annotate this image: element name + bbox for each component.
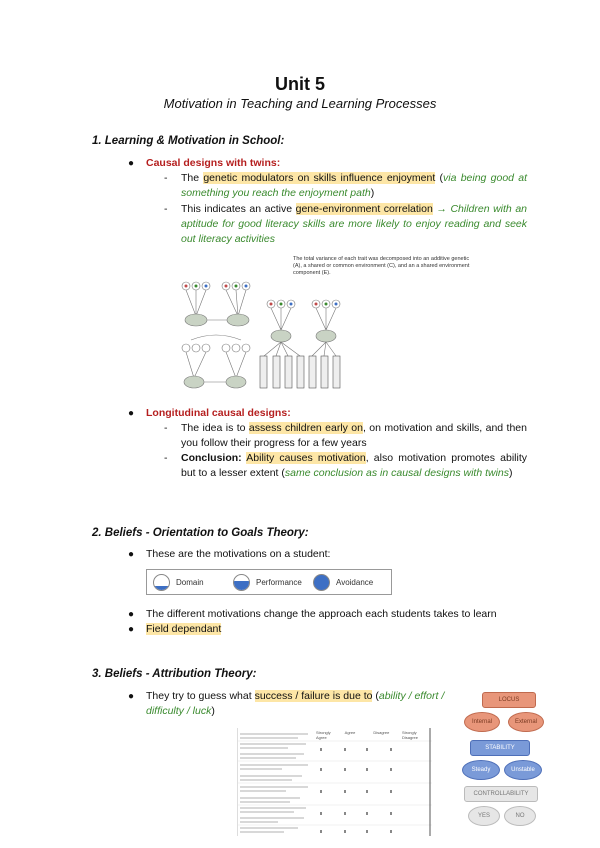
bullet-dot: ● bbox=[128, 158, 135, 169]
twin-design-figure bbox=[176, 256, 476, 392]
section1-heading: 1. Learning & Motivation in School: bbox=[92, 135, 285, 147]
unstable-oval: Unstable bbox=[504, 760, 542, 780]
steady-oval: Steady bbox=[462, 760, 500, 780]
figure-caption: The total variance of each trait was decomposed into an additive genetic (A), a shared or common environment (C), and an a shared environment component (E). bbox=[293, 256, 470, 276]
goal-orientation-legend bbox=[146, 569, 392, 595]
dash: - bbox=[164, 452, 168, 464]
filled-circle-icon bbox=[313, 574, 330, 591]
twins-sub1: The genetic modulators on skills influence enjoyment (via being good at something you reach the enjoyment path) bbox=[181, 172, 527, 199]
legend-domain: Domain bbox=[153, 574, 204, 591]
legend-performance: Performance bbox=[233, 574, 302, 591]
longitudinal-sub1: The idea is to assess children early on, on motivation and skills, and then you follow their progress for a few years bbox=[181, 422, 527, 449]
bullet-dot: ● bbox=[128, 691, 135, 702]
bullet-dot: ● bbox=[128, 624, 135, 635]
bullet-dot: ● bbox=[128, 549, 135, 560]
locus-box: LOCUS bbox=[482, 692, 536, 708]
dash: - bbox=[164, 172, 168, 184]
section2-heading: 2. Beliefs - Orientation to Goals Theory: bbox=[92, 527, 309, 539]
longitudinal-sub2: Conclusion: Ability causes motivation, also motivation promotes ability but to a lesser extent (same conclusion as in causal designs with twins) bbox=[181, 452, 527, 479]
attribution-questionnaire-table bbox=[237, 728, 432, 836]
page-subtitle: Motivation in Teaching and Learning Processes bbox=[163, 96, 437, 111]
bullet-dot: ● bbox=[128, 609, 135, 620]
table-header: Strongly Agree Agree Disagree Strongly Disagree bbox=[316, 730, 418, 740]
goals-bullet1: These are the motivations on a student: bbox=[146, 548, 331, 560]
external-oval: External bbox=[508, 712, 544, 732]
yes-oval: YES bbox=[468, 806, 500, 826]
attribution-bullet1: They try to guess what success / failure is due to (ability / effort / difficulty / luck) bbox=[146, 690, 445, 717]
goals-bullet3: Field dependant bbox=[146, 623, 222, 635]
page-title: Unit 5 bbox=[274, 74, 325, 94]
table-body bbox=[238, 728, 432, 836]
half-filled-circle-icon bbox=[153, 574, 170, 591]
longitudinal-label: Longitudinal causal designs bbox=[146, 407, 288, 419]
attribution-dimensions-diagram bbox=[458, 690, 562, 830]
internal-oval: Internal bbox=[464, 712, 500, 732]
half-filled-circle-icon bbox=[233, 574, 250, 591]
causal-twins-label: Causal designs with twins bbox=[146, 157, 277, 169]
no-oval: NO bbox=[504, 806, 536, 826]
section3-heading: 3. Beliefs - Attribution Theory: bbox=[92, 668, 257, 680]
goals-bullet2: The different motivations change the approach each students takes to learn bbox=[146, 608, 497, 620]
twins-sub2: This indicates an active gene-environment correlation → Children with an aptitude for good literacy skills are more likely to enjoy reading and seek out literacy activities bbox=[181, 203, 527, 245]
controllability-box: CONTROLLABILITY bbox=[464, 786, 538, 802]
path-diagram bbox=[176, 256, 476, 392]
legend-avoidance: Avoidance bbox=[313, 574, 373, 591]
bullet-dot: ● bbox=[128, 408, 135, 419]
stability-box: STABILITY bbox=[470, 740, 530, 756]
item-longitudinal: Longitudinal causal designs: bbox=[146, 407, 291, 419]
item-causal-twins: Causal designs with twins: bbox=[146, 157, 281, 169]
dash: - bbox=[164, 203, 168, 215]
dash: - bbox=[164, 422, 168, 434]
